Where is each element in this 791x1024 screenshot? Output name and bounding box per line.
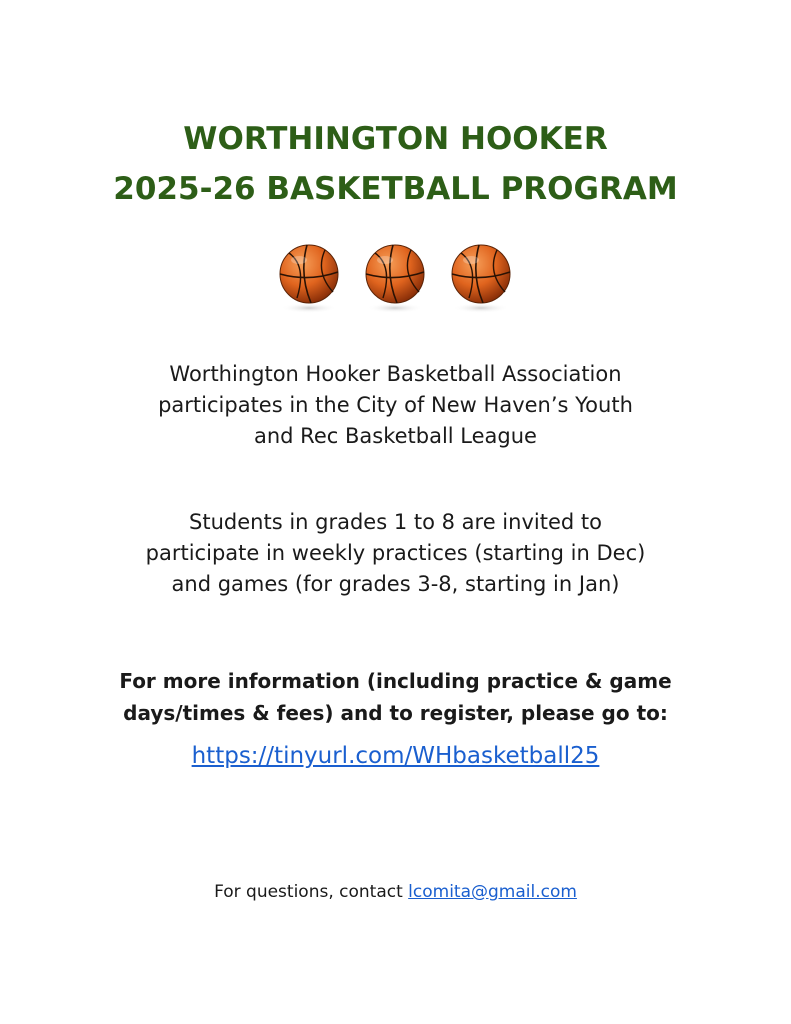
basketball-row [0,242,791,316]
title-line-1: WORTHINGTON HOOKER [183,121,608,157]
info-line-2: days/times & fees) and to register, please go to: [123,701,668,725]
basketball-icon [449,242,513,314]
register-link-row [0,738,791,774]
info-line-1: For more information (including practice & game [119,669,672,693]
eligibility-line-1: Students in grades 1 to 8 are invited to [189,510,602,534]
eligibility-paragraph [0,507,791,600]
contact-email-link[interactable]: lcomita@gmail.com [408,882,577,902]
basketball-icon [363,242,427,314]
eligibility-line-3: and games (for grades 3-8, starting in Jan) [171,572,620,596]
basketball-icon [277,242,341,314]
contact-prefix: For questions, contact [214,882,403,902]
eligibility-line-2: participate in weekly practices (starting in Dec) [145,541,646,565]
association-line-2: participates in the City of New Haven’s Youth [158,393,633,417]
association-line-3: and Rec Basketball League [254,424,537,448]
info-paragraph [0,665,791,729]
association-paragraph [0,359,791,452]
register-link[interactable]: https://tinyurl.com/WHbasketball25 [191,743,600,769]
flyer-title [0,114,791,214]
association-line-1: Worthington Hooker Basketball Association [169,362,622,386]
title-line-2: 2025-26 BASKETBALL PROGRAM [113,171,678,207]
contact-line [0,878,791,906]
